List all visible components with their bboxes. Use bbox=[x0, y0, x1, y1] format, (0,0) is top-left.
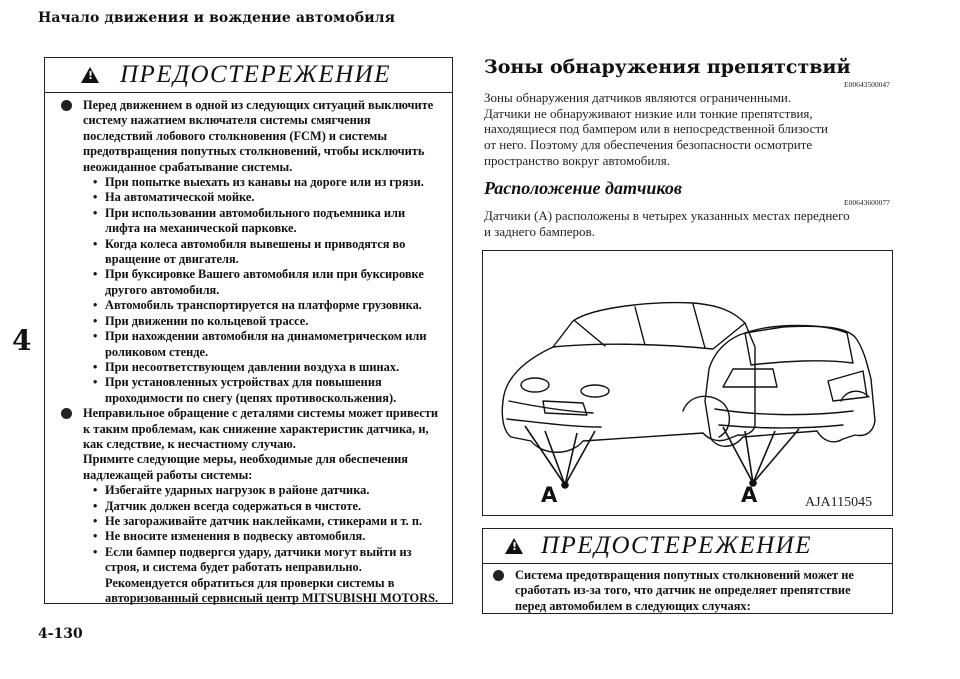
warning-body-right bbox=[483, 564, 892, 614]
warning-header bbox=[45, 58, 452, 93]
warning-item-text: Когда колеса автомобиля вывешены и приводятся во вращение от двигателя. bbox=[105, 236, 406, 267]
warning-item-text: При нахождении автомобиля на динамометрическом или роликовом стенде. bbox=[105, 329, 427, 359]
section-text bbox=[484, 90, 904, 169]
warning-bullet-item bbox=[59, 314, 442, 329]
warning-item-text: Автомобиль транспортируется на платформе грузовика. bbox=[105, 298, 422, 313]
warning-item-text: При движении по кольцевой трассе. bbox=[105, 313, 309, 328]
warning-bullet-item bbox=[59, 483, 442, 498]
text-line: Датчики не обнаруживают низкие или тонкие препятствия, bbox=[484, 105, 813, 121]
warning-bullet-item bbox=[59, 267, 442, 298]
warning-paragraph bbox=[59, 406, 442, 452]
text-line: находящиеся под бампером или в непосредственной близости bbox=[484, 121, 828, 137]
warning-bullet-item bbox=[59, 529, 442, 544]
text-line: от него. Поэтому для обеспечения безопасности осмотрите bbox=[484, 137, 813, 153]
sensor-label-rear: A bbox=[741, 483, 758, 507]
warning-item-text: Не вносите изменения в подвеску автомобиля. bbox=[105, 529, 366, 544]
warning-item-text: На автоматической мойке. bbox=[105, 190, 255, 205]
warning-item-text: При буксировке Вашего автомобиля или при буксировке другого автомобиля. bbox=[105, 267, 424, 297]
warning-item-text: При установленных устройствах для повышения проходимости по снегу (цепях противоскольжения). bbox=[105, 375, 397, 405]
warning-item-text: Не загораживайте датчик наклейками, стикерами и т. п. bbox=[105, 513, 423, 528]
warning-plain-text bbox=[59, 452, 442, 483]
warning-bullet-item bbox=[59, 175, 442, 190]
subsection-code: E00643600077 bbox=[844, 198, 890, 207]
warning-bullet-item bbox=[59, 545, 442, 607]
cars-illustration bbox=[483, 251, 891, 514]
warning-item-text: Примите следующие меры, необходимые для обеспечения надлежащей работы системы: bbox=[83, 452, 408, 482]
warning-bullet-item bbox=[59, 237, 442, 268]
warning-box-right bbox=[482, 528, 893, 614]
warning-bullet-item bbox=[59, 206, 442, 237]
figure-code: AJA115045 bbox=[805, 495, 873, 510]
page-number: 4-130 bbox=[38, 626, 83, 642]
front-wheel bbox=[683, 396, 729, 437]
warning-title-right: ПРЕДОСТЕРЕЖЕНИЕ bbox=[541, 532, 812, 559]
subsection-text bbox=[484, 208, 904, 239]
bullet-dot bbox=[61, 408, 72, 419]
warning-item-text: При попытке выехать из канавы на дороге или из грязи. bbox=[105, 175, 424, 190]
warning-bullet-item bbox=[59, 360, 442, 375]
warning-item-text: Неправильное обращение с деталями системы может привести к таким проблемам, как снижение характеристик датчика, и, как следствие, к несчастному случаю. bbox=[83, 406, 439, 451]
warning-right-text: Система предотвращения попутных столкновений может не сработать из-за того, что датчик не определяет препятствие перед автомобилем в следующих случаях: bbox=[515, 568, 854, 613]
warning-bullet-item bbox=[59, 514, 442, 529]
warning-box-left bbox=[44, 57, 453, 604]
warning-bullet-item bbox=[59, 375, 442, 406]
warning-paragraph bbox=[59, 98, 442, 175]
warning-item-text: Перед движением в одной из следующих ситуаций выключите систему нажатием включателя системы смягчения последствий лобового столкновения (FCM) и системы предотвращения попутных столкновений, чтобы исключить неожиданное срабатывание системы. bbox=[83, 98, 434, 174]
sensor-label-front: A bbox=[541, 483, 558, 507]
chapter-tab: 4 bbox=[12, 324, 32, 357]
section-code: E00643500047 bbox=[844, 80, 890, 89]
warning-body bbox=[45, 93, 452, 606]
warning-bullet-item bbox=[59, 329, 442, 360]
text-line: Зоны обнаружения датчиков являются ограниченными. bbox=[484, 90, 792, 105]
warning-item-text: При использовании автомобильного подъемника или лифта на механической парковке. bbox=[105, 205, 406, 236]
running-header: Начало движения и вождение автомобиля bbox=[38, 10, 396, 26]
warning-bullet-item bbox=[59, 298, 442, 313]
warning-header-right bbox=[483, 529, 892, 564]
text-line: и заднего бамперов. bbox=[484, 223, 595, 239]
warning-item-text: Датчик должен всегда содержаться в чистоте. bbox=[105, 498, 362, 513]
warning-bullet-item bbox=[59, 499, 442, 514]
section-title: Зоны обнаружения препятствий bbox=[484, 56, 851, 78]
warning-triangle-icon bbox=[81, 67, 99, 83]
warning-triangle-icon bbox=[505, 538, 523, 554]
sensor-location-figure bbox=[482, 250, 893, 516]
text-line: Датчики (A) расположены в четырех указанных местах переднего bbox=[484, 208, 850, 223]
bullet-dot bbox=[493, 570, 504, 581]
warning-item-text: Если бампер подвергся удару, датчики могут выйти из строя, и система будет работать неправильно. Рекомендуется обратиться для проверки системы в авторизованный сервисный центр MITSUBISHI MOTORS. bbox=[105, 544, 439, 605]
front-car-outline bbox=[502, 303, 755, 453]
subsection-title: Расположение датчиков bbox=[484, 178, 682, 198]
warning-item-text: При несоответствующем давлении воздуха в шинах. bbox=[105, 359, 400, 374]
warning-bullet-item bbox=[59, 190, 442, 205]
warning-title: ПРЕДОСТЕРЕЖЕНИЕ bbox=[120, 61, 391, 88]
bullet-dot bbox=[61, 100, 72, 111]
warning-item-text: Избегайте ударных нагрузок в районе датчика. bbox=[105, 483, 370, 498]
text-line: пространство вокруг автомобиля. bbox=[484, 152, 671, 168]
